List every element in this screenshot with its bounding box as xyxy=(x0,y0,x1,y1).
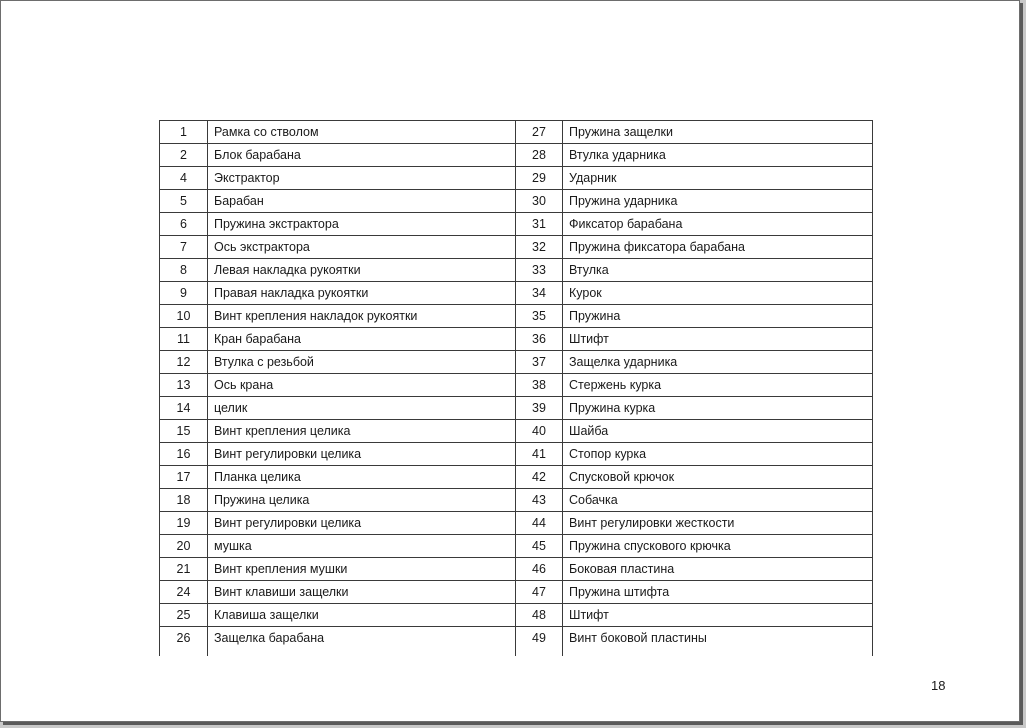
table-row xyxy=(160,305,873,328)
table-row xyxy=(160,374,873,397)
part-number-left: 10 xyxy=(160,305,208,328)
part-name-left: Блок барабана xyxy=(208,144,516,167)
part-name-right: Пружина штифта xyxy=(563,581,873,604)
part-number-left: 11 xyxy=(160,328,208,351)
part-number-left: 12 xyxy=(160,351,208,374)
table-row xyxy=(160,627,873,657)
part-number-left: 5 xyxy=(160,190,208,213)
part-number-right: 46 xyxy=(516,558,563,581)
part-number-left: 8 xyxy=(160,259,208,282)
part-number-right: 45 xyxy=(516,535,563,558)
part-number-left: 6 xyxy=(160,213,208,236)
table-row xyxy=(160,558,873,581)
part-name-left: Левая накладка рукоятки xyxy=(208,259,516,282)
part-number-right: 33 xyxy=(516,259,563,282)
table-row xyxy=(160,282,873,305)
part-name-left: Ось крана xyxy=(208,374,516,397)
part-name-right: Защелка ударника xyxy=(563,351,873,374)
table-row xyxy=(160,328,873,351)
part-number-left: 2 xyxy=(160,144,208,167)
part-number-right: 38 xyxy=(516,374,563,397)
part-name-right: Шайба xyxy=(563,420,873,443)
part-number-left: 24 xyxy=(160,581,208,604)
table-row xyxy=(160,144,873,167)
table-row xyxy=(160,443,873,466)
part-name-left: целик xyxy=(208,397,516,420)
part-name-right: Стержень курка xyxy=(563,374,873,397)
table-row xyxy=(160,259,873,282)
parts-table xyxy=(159,120,873,656)
part-name-right: Втулка ударника xyxy=(563,144,873,167)
part-name-left: Рамка со стволом xyxy=(208,121,516,144)
part-name-left: Защелка барабана xyxy=(208,627,516,657)
part-name-left: Кран барабана xyxy=(208,328,516,351)
part-name-right: Штифт xyxy=(563,328,873,351)
part-number-right: 28 xyxy=(516,144,563,167)
part-number-right: 42 xyxy=(516,466,563,489)
table-row xyxy=(160,466,873,489)
part-number-left: 17 xyxy=(160,466,208,489)
table-row xyxy=(160,236,873,259)
part-number-right: 48 xyxy=(516,604,563,627)
part-name-left: Втулка с резьбой xyxy=(208,351,516,374)
table-row xyxy=(160,351,873,374)
part-name-right: Спусковой крючок xyxy=(563,466,873,489)
part-name-right: Курок xyxy=(563,282,873,305)
table-row xyxy=(160,190,873,213)
part-name-right: Втулка xyxy=(563,259,873,282)
part-number-right: 27 xyxy=(516,121,563,144)
part-name-right: Пружина фиксатора барабана xyxy=(563,236,873,259)
part-name-left: Винт крепления накладок рукоятки xyxy=(208,305,516,328)
part-number-left: 19 xyxy=(160,512,208,535)
part-name-left: Клавиша защелки xyxy=(208,604,516,627)
part-number-right: 37 xyxy=(516,351,563,374)
part-number-right: 30 xyxy=(516,190,563,213)
part-name-left: Винт крепления целика xyxy=(208,420,516,443)
part-number-right: 49 xyxy=(516,627,563,657)
part-number-left: 7 xyxy=(160,236,208,259)
part-number-left: 13 xyxy=(160,374,208,397)
part-name-right: Фиксатор барабана xyxy=(563,213,873,236)
part-name-left: Пружина экстрактора xyxy=(208,213,516,236)
part-number-left: 20 xyxy=(160,535,208,558)
part-name-right: Винт регулировки жесткости xyxy=(563,512,873,535)
part-number-left: 18 xyxy=(160,489,208,512)
part-name-right: Винт боковой пластины xyxy=(563,627,873,657)
part-name-right: Пружина спускового крючка xyxy=(563,535,873,558)
part-number-right: 43 xyxy=(516,489,563,512)
page-number: 18 xyxy=(931,678,946,693)
table-row xyxy=(160,167,873,190)
part-name-left: Экстрактор xyxy=(208,167,516,190)
table-row xyxy=(160,420,873,443)
part-number-left: 21 xyxy=(160,558,208,581)
part-number-right: 32 xyxy=(516,236,563,259)
part-name-right: Пружина курка xyxy=(563,397,873,420)
table-row xyxy=(160,121,873,144)
part-number-left: 26 xyxy=(160,627,208,657)
part-number-right: 44 xyxy=(516,512,563,535)
table-row xyxy=(160,535,873,558)
part-number-left: 4 xyxy=(160,167,208,190)
part-number-left: 15 xyxy=(160,420,208,443)
part-name-left: Винт крепления мушки xyxy=(208,558,516,581)
table-row xyxy=(160,489,873,512)
table-row xyxy=(160,604,873,627)
part-number-right: 35 xyxy=(516,305,563,328)
table-row xyxy=(160,397,873,420)
part-name-right: Штифт xyxy=(563,604,873,627)
part-number-left: 25 xyxy=(160,604,208,627)
part-name-left: Пружина целика xyxy=(208,489,516,512)
table-row xyxy=(160,581,873,604)
table-row xyxy=(160,512,873,535)
part-name-left: Винт регулировки целика xyxy=(208,443,516,466)
part-name-left: Винт регулировки целика xyxy=(208,512,516,535)
part-name-right: Боковая пластина xyxy=(563,558,873,581)
part-number-right: 31 xyxy=(516,213,563,236)
part-number-right: 34 xyxy=(516,282,563,305)
part-name-left: Ось экстрактора xyxy=(208,236,516,259)
part-number-right: 40 xyxy=(516,420,563,443)
part-number-right: 29 xyxy=(516,167,563,190)
part-number-left: 1 xyxy=(160,121,208,144)
part-number-right: 39 xyxy=(516,397,563,420)
part-name-left: Винт клавиши защелки xyxy=(208,581,516,604)
part-number-left: 14 xyxy=(160,397,208,420)
part-name-right: Собачка xyxy=(563,489,873,512)
part-number-left: 16 xyxy=(160,443,208,466)
part-number-left: 9 xyxy=(160,282,208,305)
part-name-left: Правая накладка рукоятки xyxy=(208,282,516,305)
part-name-left: Барабан xyxy=(208,190,516,213)
part-name-right: Пружина ударника xyxy=(563,190,873,213)
part-name-right: Стопор курка xyxy=(563,443,873,466)
part-number-right: 47 xyxy=(516,581,563,604)
part-name-right: Ударник xyxy=(563,167,873,190)
parts-table-body xyxy=(160,121,873,657)
part-name-left: мушка xyxy=(208,535,516,558)
part-number-right: 41 xyxy=(516,443,563,466)
table-row xyxy=(160,213,873,236)
part-number-right: 36 xyxy=(516,328,563,351)
part-name-right: Пружина xyxy=(563,305,873,328)
part-name-right: Пружина защелки xyxy=(563,121,873,144)
part-name-left: Планка целика xyxy=(208,466,516,489)
